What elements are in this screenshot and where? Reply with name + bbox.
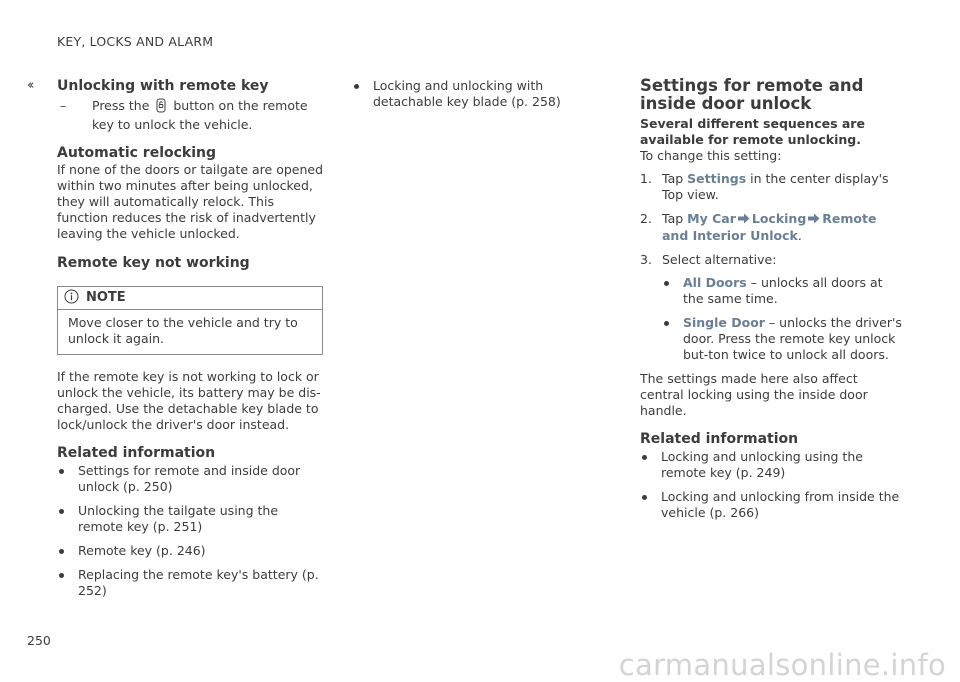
- unlock-step-text-a: Press the: [92, 98, 150, 113]
- related-link[interactable]: Locking and unlocking from inside the vehicle (p. 266): [640, 489, 902, 521]
- option-all-doors-desc: – unlocks all doors at the same time.: [683, 275, 883, 306]
- related-link[interactable]: Remote key (p. 246): [57, 543, 323, 559]
- step-1-post: in the center display's Top view.: [662, 171, 889, 202]
- watermark: carmanualsonline.info: [618, 648, 946, 682]
- menu-remote-interior-unlock[interactable]: Remote and Interior Unlock: [662, 211, 877, 243]
- step-2-pre: Tap: [662, 211, 684, 226]
- note-box: [57, 286, 323, 355]
- settings-heading: Settings for remote and inside door unlock: [640, 76, 864, 113]
- back-chevron-icon[interactable]: ‹‹: [27, 78, 32, 93]
- menu-my-car[interactable]: My Car: [687, 211, 736, 226]
- relock-text: If none of the doors or tailgate are opened within two minutes after being unlocked, they will automatically relock. This function reduces the risk of inadvertently leaving the vehicle unlocked.: [57, 162, 324, 241]
- battery-text: If the remote key is not working to lock or unlock the vehicle, its battery may be dis-charged. Use the detachable key blade to lock/unlock the driver's door instead.: [57, 369, 321, 432]
- note-header: [58, 287, 322, 310]
- option-all-doors-label[interactable]: All Doors: [683, 275, 747, 290]
- unlock-step-text-b: button on the remote key to unlock the vehicle.: [92, 98, 308, 132]
- settings-button[interactable]: Settings: [687, 171, 747, 186]
- settings-steps: [640, 171, 902, 363]
- info-icon: [64, 289, 79, 308]
- related-link[interactable]: Replacing the remote key's battery (p. 252): [57, 567, 323, 599]
- settings-note: The settings made here also affect central locking using the inside door handle.: [640, 371, 868, 418]
- step-number: 1.: [640, 171, 652, 186]
- related-list-right: [640, 449, 902, 521]
- step-3-text: Select alternative:: [662, 252, 777, 267]
- related-list-middle: [352, 78, 602, 110]
- relock-heading: Automatic relocking: [57, 145, 217, 161]
- unlock-heading: Unlocking with remote key: [57, 78, 269, 94]
- related-link[interactable]: Settings for remote and inside door unlock (p. 250): [57, 463, 323, 495]
- column-middle: [352, 78, 602, 118]
- page-number: 250: [27, 633, 51, 648]
- menu-locking[interactable]: Locking: [751, 211, 807, 226]
- option-all-doors: [662, 275, 902, 307]
- page-header-title: KEY, LOCKS AND ALARM: [57, 34, 214, 49]
- option-single-door-label[interactable]: Single Door: [683, 315, 765, 330]
- related-link[interactable]: Locking and unlocking using the remote key (p. 249): [640, 449, 902, 481]
- step-1-pre: Tap: [662, 171, 684, 186]
- unlock-key-icon: [156, 98, 166, 117]
- related-list-left: [57, 463, 323, 599]
- related-heading-left: Related information: [57, 445, 216, 461]
- column-right: [640, 77, 902, 529]
- related-link[interactable]: Locking and unlocking with detachable key blade (p. 258): [352, 78, 602, 110]
- step-2-post: .: [797, 228, 802, 243]
- step-number: 2.: [640, 211, 652, 226]
- unlock-step: [57, 98, 323, 133]
- note-body: Move closer to the vehicle and try to unlock it again.: [68, 315, 298, 346]
- note-label: NOTE: [86, 290, 126, 305]
- arrow-right-icon: [808, 212, 820, 228]
- option-single-door-desc: – unlocks the driver's door. Press the remote key unlock but-ton twice to unlock all doors.: [683, 315, 902, 362]
- option-single-door: [662, 315, 902, 363]
- change-text: To change this setting:: [640, 148, 782, 163]
- notworking-heading: Remote key not working: [57, 255, 250, 271]
- column-left: [57, 78, 323, 607]
- arrow-right-icon: [738, 212, 750, 228]
- settings-intro: Several different sequences are available for remote unlocking.: [640, 116, 865, 147]
- step-3: [640, 252, 902, 363]
- step-2: [640, 211, 902, 244]
- step-number: 3.: [640, 252, 652, 267]
- related-link[interactable]: Unlocking the tailgate using the remote key (p. 251): [57, 503, 323, 535]
- step-1: [640, 171, 902, 203]
- unlock-options: [662, 275, 902, 363]
- related-heading-right: Related information: [640, 431, 799, 447]
